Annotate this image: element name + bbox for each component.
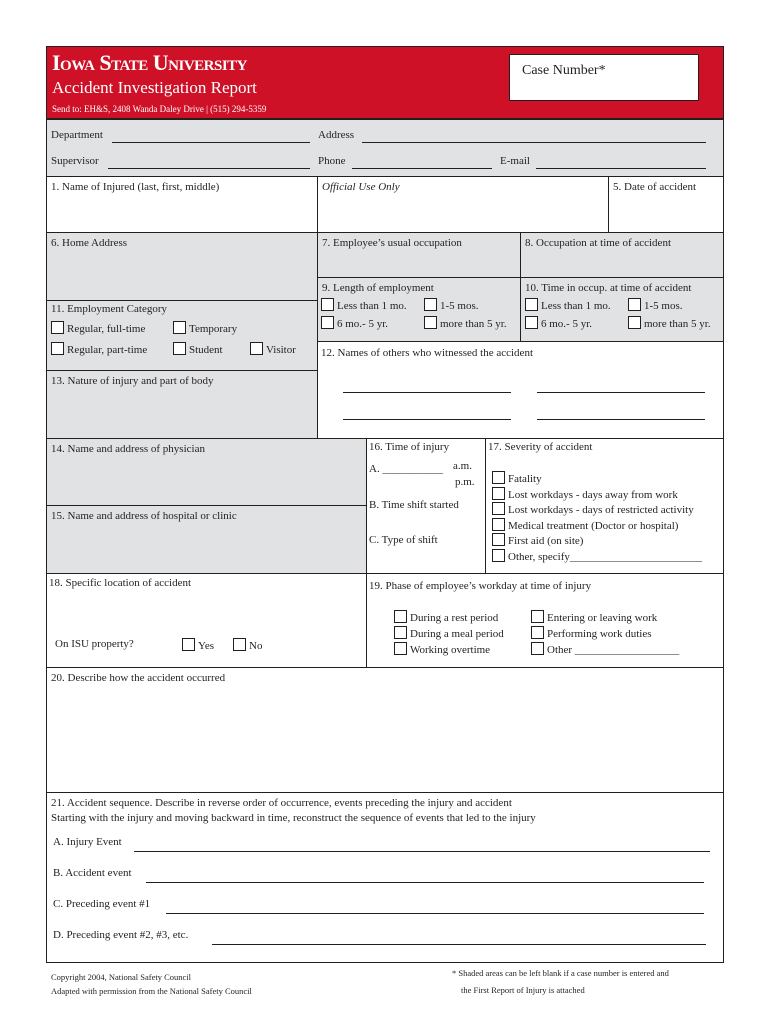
home-address-label: 6. Home Address <box>51 237 128 249</box>
send-to-info: Send to: EH&S, 2408 Wanda Daley Drive | (515) 294-5359 <box>52 104 267 114</box>
checkbox[interactable] <box>492 518 505 531</box>
occupation-at-accident-label: 8. Occupation at time of accident <box>525 237 671 249</box>
time-of-injury-label: 16. Time of injury <box>369 441 450 453</box>
severity-other[interactable] <box>492 549 702 563</box>
severity-days-away[interactable] <box>492 487 678 501</box>
occup-1-5-mos[interactable] <box>628 298 683 312</box>
checkbox[interactable] <box>424 298 437 311</box>
checkbox[interactable] <box>51 342 64 355</box>
option-label: Visitor <box>266 344 296 356</box>
sequence-instructions-1: 21. Accident sequence. Describe in reverse order of occurrence, events preceding the injury and accident <box>51 797 512 809</box>
occup-more-than-5-yr[interactable] <box>628 316 711 330</box>
checkbox[interactable] <box>424 316 437 329</box>
option-label: more than 5 yr. <box>440 318 507 330</box>
witness-input-1[interactable] <box>343 392 511 393</box>
email-label: E-mail <box>500 155 530 167</box>
adapted-text: Adapted with permission from the National Safety Council <box>51 986 252 996</box>
checkbox[interactable] <box>525 316 538 329</box>
date-of-accident-label: 5. Date of accident <box>613 181 697 193</box>
isu-property-yes[interactable] <box>182 638 214 652</box>
injury-event-input[interactable] <box>134 851 710 852</box>
option-label: Less than 1 mo. <box>337 300 407 312</box>
checkbox[interactable] <box>492 549 505 562</box>
checkbox[interactable] <box>173 342 186 355</box>
accident-event-label: B. Accident event <box>53 867 132 879</box>
option-label: Other ___________________ <box>547 644 680 656</box>
department-label: Department <box>51 129 103 141</box>
accident-event-input[interactable] <box>146 882 704 883</box>
option-label: 1-5 mos. <box>440 300 479 312</box>
home-address-field[interactable] <box>46 232 318 301</box>
option-label: Less than 1 mo. <box>541 300 611 312</box>
checkbox[interactable] <box>628 298 641 311</box>
severity-fatality[interactable] <box>492 471 542 485</box>
checkbox[interactable] <box>531 642 544 655</box>
checkbox[interactable] <box>182 638 195 651</box>
shaded-note-1: * Shaded areas can be left blank if a case number is entered and <box>452 968 669 978</box>
time-of-injury-input[interactable]: A. ___________ <box>369 463 443 475</box>
category-temporary[interactable] <box>173 321 237 335</box>
length-less-than-1-mo[interactable] <box>321 298 407 312</box>
checkbox[interactable] <box>628 316 641 329</box>
phase-entering-leaving[interactable] <box>531 610 657 624</box>
case-number-label: Case Number* <box>522 63 606 78</box>
option-label: Other, specify________________________ <box>508 551 702 563</box>
checkbox[interactable] <box>233 638 246 651</box>
usual-occupation-label: 7. Employee’s usual occupation <box>322 237 462 249</box>
option-label: Medical treatment (Doctor or hospital) <box>508 520 679 532</box>
option-label: Lost workdays - days of restricted activity <box>508 504 694 516</box>
category-student[interactable] <box>173 342 223 356</box>
department-input[interactable] <box>112 142 310 143</box>
option-label: No <box>249 640 263 652</box>
length-6-mo-5-yr[interactable] <box>321 316 388 330</box>
checkbox[interactable] <box>173 321 186 334</box>
checkbox[interactable] <box>531 610 544 623</box>
option-label: Yes <box>198 640 215 652</box>
option-label: 6 mo.- 5 yr. <box>337 318 389 330</box>
preceding-event-1-label: C. Preceding event #1 <box>53 898 151 910</box>
option-label: Performing work duties <box>547 628 652 640</box>
witness-input-3[interactable] <box>343 419 511 420</box>
type-of-shift-label: C. Type of shift <box>369 534 438 546</box>
checkbox[interactable] <box>250 342 263 355</box>
hospital-field[interactable] <box>46 505 367 574</box>
phase-overtime[interactable] <box>394 642 490 656</box>
option-label: 1-5 mos. <box>644 300 683 312</box>
option-label: 6 mo.- 5 yr. <box>541 318 593 330</box>
severity-medical-treatment[interactable] <box>492 518 678 532</box>
describe-accident-field[interactable] <box>46 667 724 793</box>
physician-label: 14. Name and address of physician <box>51 443 205 455</box>
checkbox[interactable] <box>51 321 64 334</box>
category-visitor[interactable] <box>250 342 296 356</box>
describe-accident-label: 20. Describe how the accident occurred <box>51 672 226 684</box>
nature-of-injury-field[interactable] <box>46 370 318 439</box>
pm-label: p.m. <box>455 476 475 488</box>
time-in-occupation-label: 10. Time in occup. at time of accident <box>525 282 692 294</box>
option-label: Temporary <box>189 323 238 335</box>
checkbox[interactable] <box>394 610 407 623</box>
preceding-event-2-label: D. Preceding event #2, #3, etc. <box>53 929 189 941</box>
checkbox[interactable] <box>492 487 505 500</box>
on-isu-property-label: On ISU property? <box>55 638 134 650</box>
occup-less-than-1-mo[interactable] <box>525 298 611 312</box>
option-label: Regular, full-time <box>67 323 146 335</box>
length-1-5-mos[interactable] <box>424 298 479 312</box>
category-regular-full-time[interactable] <box>51 321 145 335</box>
option-label: Regular, part-time <box>67 344 148 356</box>
checkbox[interactable] <box>394 642 407 655</box>
name-of-injured-label: 1. Name of Injured (last, first, middle) <box>51 181 220 193</box>
occupation-at-accident-field[interactable] <box>520 232 724 278</box>
injury-event-label: A. Injury Event <box>53 836 122 848</box>
official-use-label: Official Use Only <box>322 181 400 193</box>
option-label: Fatality <box>508 473 542 485</box>
checkbox[interactable] <box>492 471 505 484</box>
phase-performing-duties[interactable] <box>531 626 651 640</box>
witnesses-label: 12. Names of others who witnessed the accident <box>321 347 533 359</box>
location-label: 18. Specific location of accident <box>49 577 192 589</box>
physician-field[interactable] <box>46 438 367 506</box>
option-label: Lost workdays - days away from work <box>508 489 678 501</box>
checkbox[interactable] <box>321 298 334 311</box>
university-brand: Iowa State University <box>52 50 247 75</box>
severity-label: 17. Severity of accident <box>488 441 593 453</box>
option-label: During a meal period <box>410 628 504 640</box>
name-of-injured-field[interactable] <box>46 176 318 233</box>
report-title: Accident Investigation Report <box>52 78 257 97</box>
length-of-employment-label: 9. Length of employment <box>322 282 434 294</box>
option-label: During a rest period <box>410 612 499 624</box>
shift-started-label: B. Time shift started <box>369 499 459 511</box>
checkbox[interactable] <box>525 298 538 311</box>
am-label: a.m. <box>453 460 472 472</box>
email-input[interactable] <box>536 168 706 169</box>
date-of-accident-field[interactable] <box>608 176 724 233</box>
supervisor-input[interactable] <box>108 168 310 169</box>
supervisor-label: Supervisor <box>51 155 99 167</box>
checkbox[interactable] <box>394 626 407 639</box>
phase-other[interactable] <box>531 642 679 656</box>
phone-label: Phone <box>318 155 346 167</box>
case-number-field[interactable] <box>509 54 699 101</box>
nature-of-injury-label: 13. Nature of injury and part of body <box>51 375 214 387</box>
hospital-label: 15. Name and address of hospital or clinic <box>51 510 237 522</box>
option-label: First aid (on site) <box>508 535 584 547</box>
official-use-field <box>317 176 609 233</box>
severity-restricted[interactable] <box>492 502 694 516</box>
checkbox[interactable] <box>492 533 505 546</box>
employment-category-label: 11. Employment Category <box>51 303 167 315</box>
copyright-text: Copyright 2004, National Safety Council <box>51 972 191 982</box>
option-label: Entering or leaving work <box>547 612 658 624</box>
option-label: Working overtime <box>410 644 491 656</box>
phase-meal-period[interactable] <box>394 626 504 640</box>
occup-6-mo-5-yr[interactable] <box>525 316 592 330</box>
checkbox[interactable] <box>321 316 334 329</box>
sequence-instructions-2: Starting with the injury and moving backward in time, reconstruct the sequence of events that led to the injury <box>51 812 536 824</box>
category-regular-part-time[interactable] <box>51 342 147 356</box>
address-input[interactable] <box>362 142 706 143</box>
option-label: Student <box>189 344 223 356</box>
severity-first-aid[interactable] <box>492 533 583 547</box>
checkbox[interactable] <box>531 626 544 639</box>
preceding-event-2-input[interactable] <box>212 944 706 945</box>
checkbox[interactable] <box>492 502 505 515</box>
phone-input[interactable] <box>352 168 492 169</box>
phase-rest-period[interactable] <box>394 610 498 624</box>
isu-property-no[interactable] <box>233 638 262 652</box>
address-label: Address <box>318 129 355 141</box>
witness-input-2[interactable] <box>537 392 705 393</box>
shaded-note-2: the First Report of Injury is attached <box>461 985 585 995</box>
option-label: more than 5 yr. <box>644 318 711 330</box>
length-more-than-5-yr[interactable] <box>424 316 507 330</box>
usual-occupation-field[interactable] <box>317 232 521 278</box>
preceding-event-1-input[interactable] <box>166 913 704 914</box>
workday-phase-label: 19. Phase of employee’s workday at time of injury <box>369 580 592 592</box>
witness-input-4[interactable] <box>537 419 705 420</box>
